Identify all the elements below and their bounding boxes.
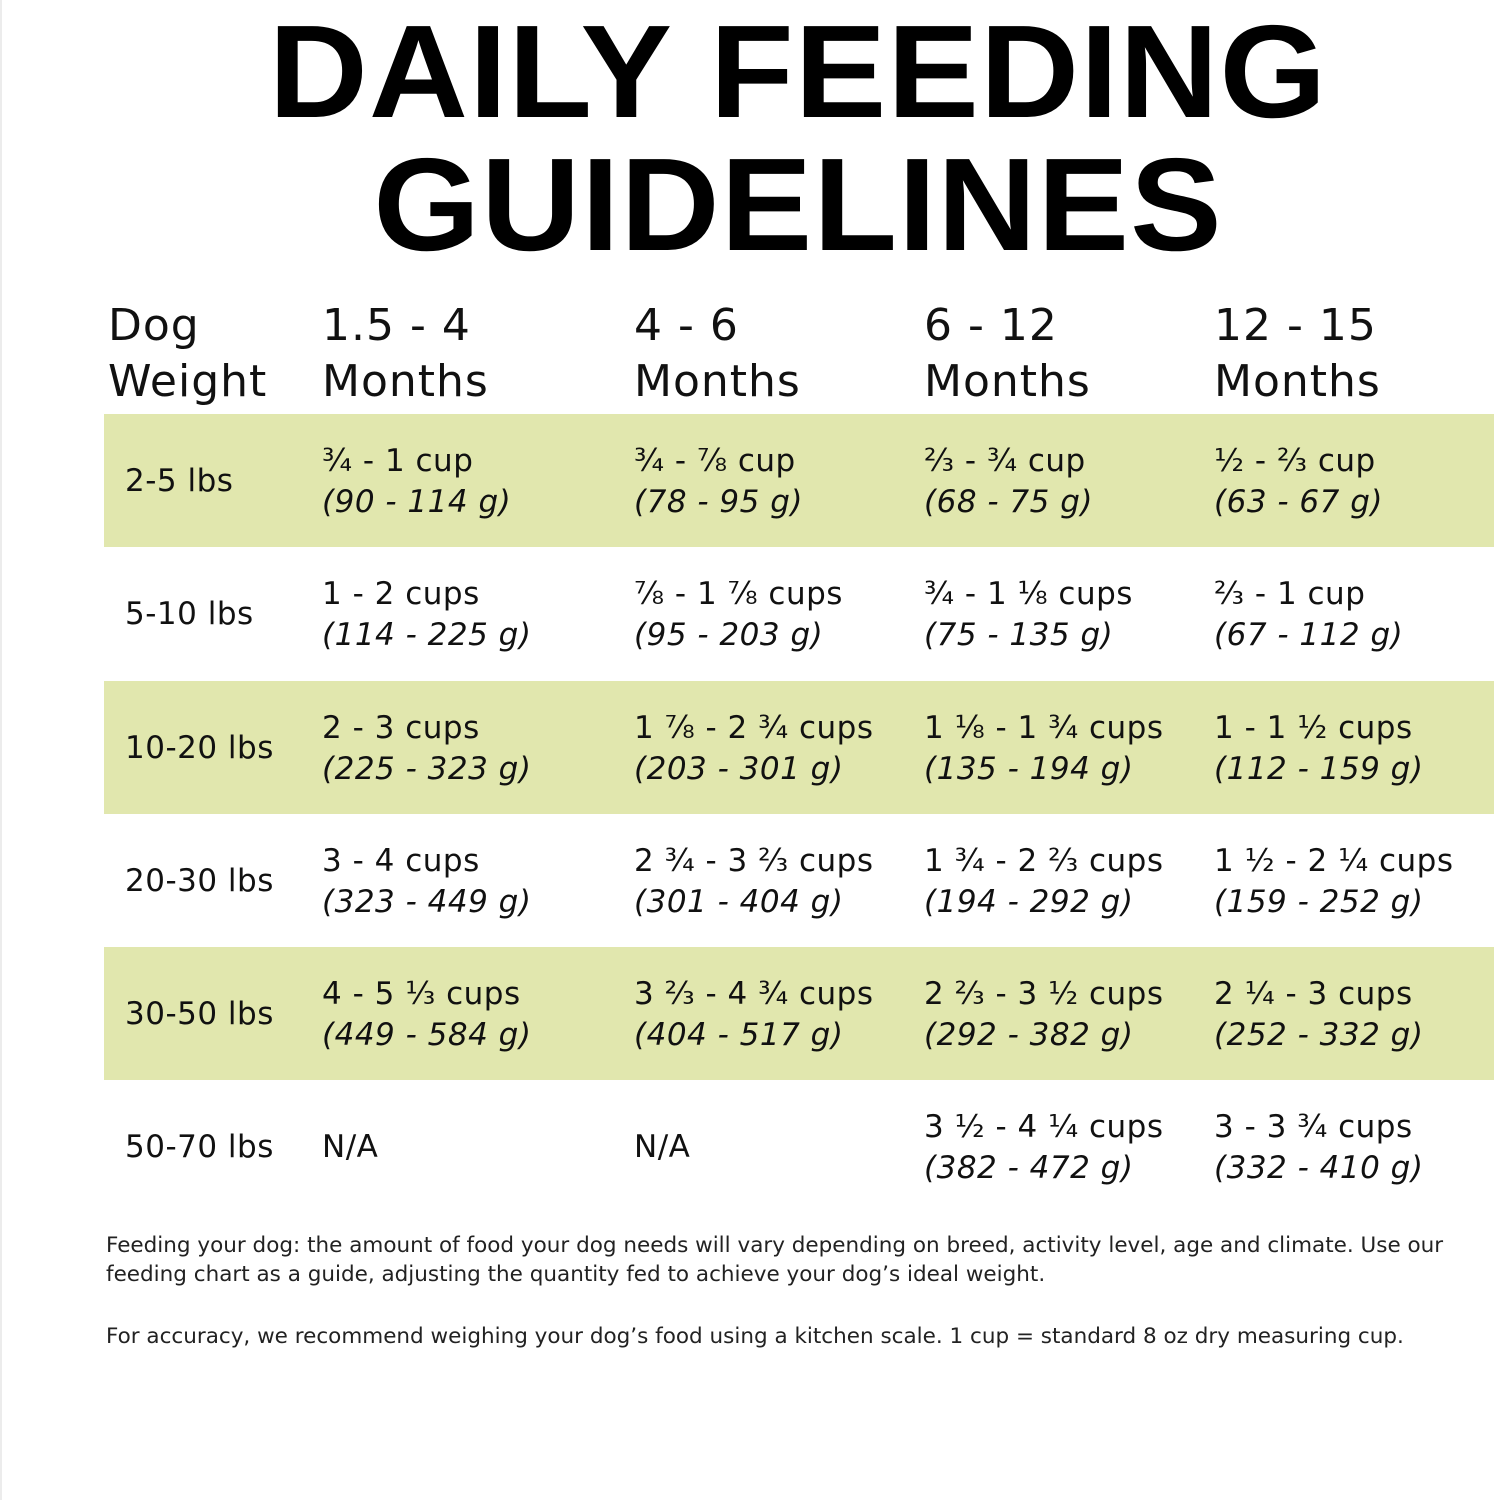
table-cell: 1 - 2 cups (114 - 225 g) — [322, 576, 532, 653]
table-row-10-20-lbs — [104, 681, 1494, 814]
table-cell: 1 - 1 ½ cups (112 - 159 g) — [1214, 710, 1424, 787]
table-cell: 1 ⅛ - 1 ¾ cups (135 - 194 g) — [924, 710, 1164, 787]
page-title-line-1: DAILY FEEDING — [268, 0, 1328, 145]
table-header-row — [104, 298, 1494, 414]
header-4-to-6-months: 4 - 6 Months — [634, 300, 801, 407]
header-12-to-15-months: 12 - 15 Months — [1214, 300, 1381, 407]
feeding-table — [104, 298, 1494, 1186]
table-row-5-10-lbs — [104, 547, 1494, 680]
table-cell: ⅔ - 1 cup (67 - 112 g) — [1214, 576, 1404, 653]
table-row-30-50-lbs — [104, 947, 1494, 1080]
header-1-5-to-4-months: 1.5 - 4 Months — [322, 300, 489, 407]
table-cell: 2 ¼ - 3 cups (252 - 332 g) — [1214, 976, 1424, 1053]
header-6-to-12-months: 6 - 12 Months — [924, 300, 1091, 407]
table-cell: 2 ⅔ - 3 ½ cups (292 - 382 g) — [924, 976, 1164, 1053]
weight-label: 30-50 lbs — [125, 996, 274, 1032]
weight-label: 2-5 lbs — [125, 463, 234, 499]
table-cell: 3 - 3 ¾ cups (332 - 410 g) — [1214, 1109, 1424, 1186]
weight-label: 10-20 lbs — [125, 730, 274, 766]
table-cell: 2 - 3 cups (225 - 323 g) — [322, 710, 532, 787]
table-cell: ¾ - 1 cup (90 - 114 g) — [322, 443, 512, 520]
weight-label: 5-10 lbs — [125, 596, 254, 632]
table-row-2-5-lbs — [104, 414, 1494, 547]
table-row-20-30-lbs — [104, 814, 1494, 947]
table-cell: N/A — [322, 1129, 379, 1165]
table-cell: N/A — [634, 1129, 691, 1165]
table-cell: 1 ⅞ - 2 ¾ cups (203 - 301 g) — [634, 710, 874, 787]
table-cell: 3 ½ - 4 ¼ cups (382 - 472 g) — [924, 1109, 1164, 1186]
table-cell: ⅔ - ¾ cup (68 - 75 g) — [924, 443, 1094, 520]
left-edge-divider — [0, 0, 2, 1500]
table-row-50-70-lbs — [104, 1080, 1494, 1213]
table-cell: ¾ - 1 ⅛ cups (75 - 135 g) — [924, 576, 1133, 653]
table-cell: 2 ¾ - 3 ⅔ cups (301 - 404 g) — [634, 843, 874, 920]
table-cell: 1 ½ - 2 ¼ cups (159 - 252 g) — [1214, 843, 1454, 920]
table-cell: 1 ¾ - 2 ⅔ cups (194 - 292 g) — [924, 843, 1164, 920]
page-title-line-2: GUIDELINES — [373, 131, 1223, 278]
feeding-note: Feeding your dog: the amount of food your dog needs will vary depending on breed, activity level, age and climate. Use our feeding chart as a guide, adjusting the quantity fed to achieve your dog’s ideal weight. — [106, 1233, 1444, 1287]
weight-label: 50-70 lbs — [125, 1129, 274, 1165]
table-cell: 3 ⅔ - 4 ¾ cups (404 - 517 g) — [634, 976, 874, 1053]
table-cell: ½ - ⅔ cup (63 - 67 g) — [1214, 443, 1384, 520]
weight-label: 20-30 lbs — [125, 863, 274, 899]
table-cell: 3 - 4 cups (323 - 449 g) — [322, 843, 532, 920]
table-cell: 4 - 5 ⅓ cups (449 - 584 g) — [322, 976, 532, 1053]
table-cell: ¾ - ⅞ cup (78 - 95 g) — [634, 443, 804, 520]
table-cell: ⅞ - 1 ⅞ cups (95 - 203 g) — [634, 576, 843, 653]
accuracy-note: For accuracy, we recommend weighing your dog’s food using a kitchen scale. 1 cup = standard 8 oz dry measuring cup. — [106, 1324, 1404, 1349]
header-dog-weight: Dog Weight — [108, 300, 268, 407]
